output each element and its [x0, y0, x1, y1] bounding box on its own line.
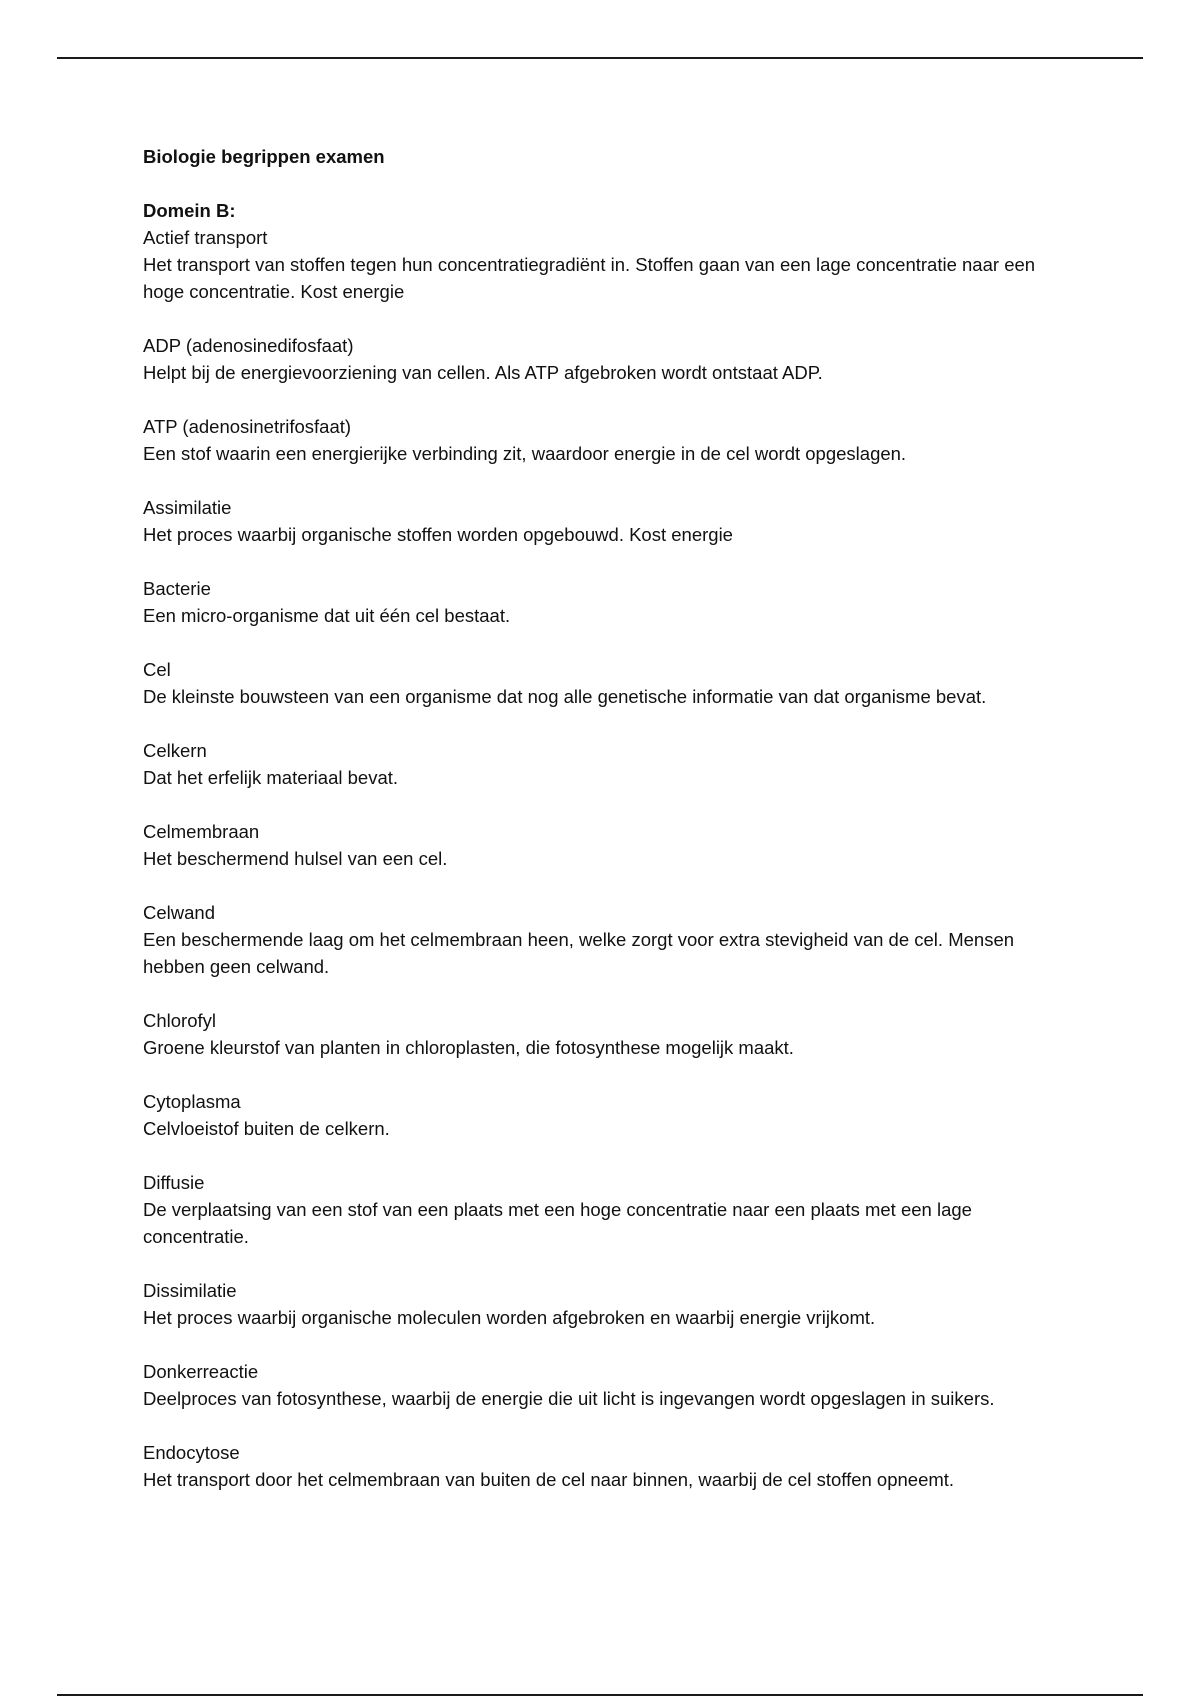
glossary-entry [143, 818, 1063, 872]
entry-definition: Een micro-organisme dat uit één cel bestaat. [143, 605, 511, 626]
entry-definition: Het proces waarbij organische moleculen worden afgebroken en waarbij energie vrijkomt. [143, 1307, 876, 1328]
entry-term: Endocytose [143, 1442, 240, 1463]
domain-heading: Domein B: [143, 200, 236, 221]
entry-definition: Het proces waarbij organische stoffen worden opgebouwd. Kost energie [143, 524, 733, 545]
glossary-entry [143, 1007, 1063, 1061]
entry-definition: Een beschermende laag om het celmembraan heen, welke zorgt voor extra stevigheid van de cel. Mensen hebben geen celwand. [143, 929, 1015, 977]
entry-definition: Dat het erfelijk materiaal bevat. [143, 767, 399, 788]
glossary-entry [143, 1358, 1063, 1412]
entry-definition: Deelproces van fotosynthese, waarbij de energie die uit licht is ingevangen wordt opgeslagen in suikers. [143, 1388, 995, 1409]
glossary-entry [143, 575, 1063, 629]
entry-term: ADP (adenosinedifosfaat) [143, 335, 354, 356]
entry-term: Chlorofyl [143, 1010, 216, 1031]
glossary-entry [143, 737, 1063, 791]
entry-definition: Het transport van stoffen tegen hun concentratiegradiënt in. Stoffen gaan van een lage concentratie naar een hoge concentratie. Kost energie [143, 254, 1036, 302]
glossary-entry [143, 1277, 1063, 1331]
footer-rule [57, 1694, 1143, 1696]
entry-term: Donkerreactie [143, 1361, 259, 1382]
entry-definition: Helpt bij de energievoorziening van cellen. Als ATP afgebroken wordt ontstaat ADP. [143, 362, 823, 383]
glossary-entry [143, 494, 1063, 548]
glossary-entry [143, 332, 1063, 386]
entry-term: Actief transport [143, 227, 268, 248]
glossary-entry [143, 224, 1063, 305]
entry-term: Cytoplasma [143, 1091, 241, 1112]
glossary-entry [143, 1169, 1063, 1250]
document-title: Biologie begrippen examen [143, 146, 385, 167]
entry-definition: Groene kleurstof van planten in chloroplasten, die fotosynthese mogelijk maakt. [143, 1037, 794, 1058]
entry-term: ATP (adenosinetrifosfaat) [143, 416, 352, 437]
entry-term: Celmembraan [143, 821, 260, 842]
entry-term: Celwand [143, 902, 215, 923]
glossary-entry [143, 1088, 1063, 1142]
entry-term: Bacterie [143, 578, 211, 599]
entry-term: Celkern [143, 740, 207, 761]
entry-term: Dissimilatie [143, 1280, 237, 1301]
entry-term: Assimilatie [143, 497, 232, 518]
glossary-entry [143, 1439, 1063, 1493]
glossary-entry [143, 413, 1063, 467]
entry-definition: Het transport door het celmembraan van buiten de cel naar binnen, waarbij de cel stoffen opneemt. [143, 1469, 955, 1490]
glossary-entry [143, 899, 1063, 980]
entry-definition: De kleinste bouwsteen van een organisme dat nog alle genetische informatie van dat organisme bevat. [143, 686, 987, 707]
entry-definition: Celvloeistof buiten de celkern. [143, 1118, 390, 1139]
document-body [143, 143, 1063, 1520]
header-rule [57, 57, 1143, 59]
entry-definition: Het beschermend hulsel van een cel. [143, 848, 448, 869]
glossary-entry [143, 656, 1063, 710]
entry-definition: De verplaatsing van een stof van een plaats met een hoge concentratie naar een plaats met een lage concentratie. [143, 1199, 972, 1247]
entry-term: Diffusie [143, 1172, 205, 1193]
entry-definition: Een stof waarin een energierijke verbinding zit, waardoor energie in de cel wordt opgeslagen. [143, 443, 907, 464]
entry-term: Cel [143, 659, 171, 680]
